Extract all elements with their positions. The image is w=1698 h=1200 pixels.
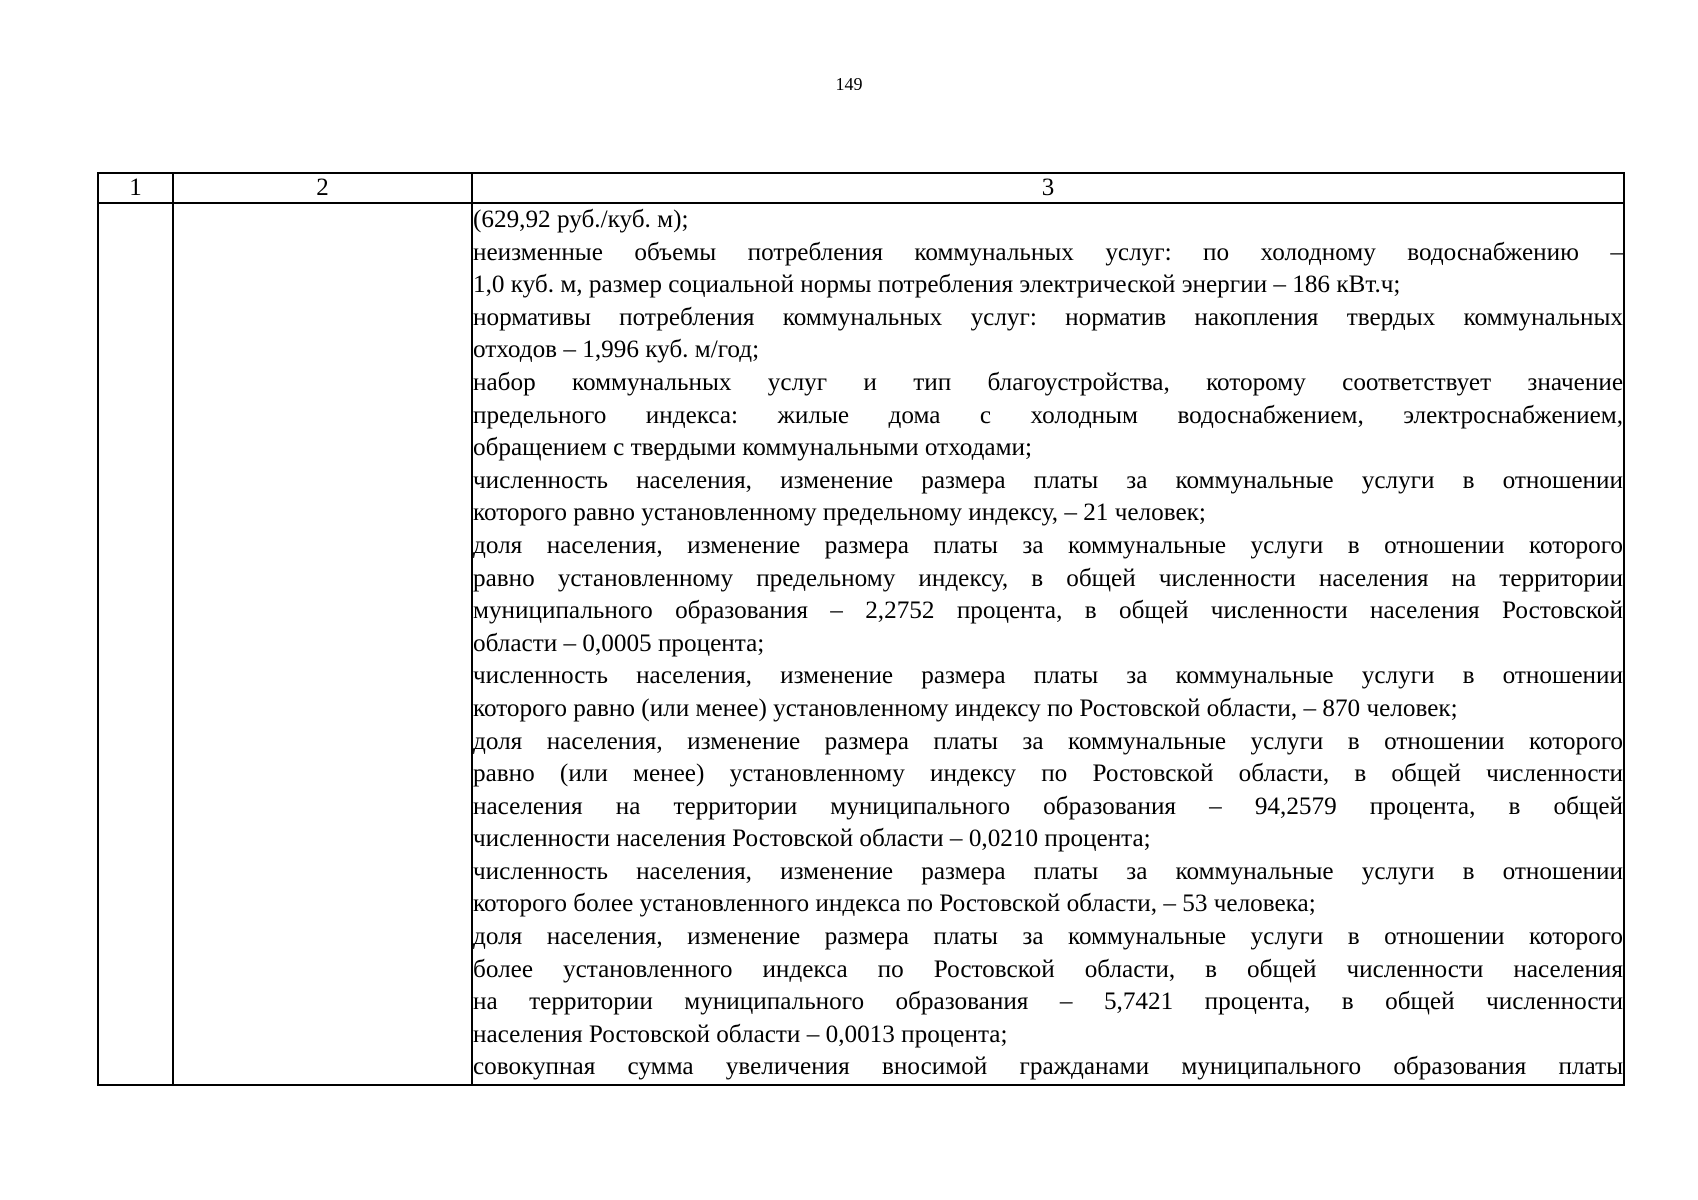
text-line: доля населения, изменение размера платы за коммунальные услуги в отношении которого: [473, 531, 1623, 559]
text-line: равно (или менее) установленному индексу по Ростовской области, в общей численности: [473, 760, 1623, 788]
text-paragraph: [473, 726, 1623, 856]
cell-col-1: [98, 203, 173, 1085]
text-paragraph: [473, 1051, 1623, 1084]
text-paragraph: [473, 921, 1623, 1051]
text-line: численность населения, изменение размера платы за коммунальные услуги в отношении: [473, 466, 1623, 494]
text-line: совокупная сумма увеличения вносимой гражданами муниципального образования платы: [473, 1053, 1623, 1081]
text-line: более установленного индекса по Ростовской области, в общей численности населения: [473, 955, 1623, 983]
text-line: набор коммунальных услуг и тип благоустройства, которому соответствует значение: [473, 368, 1623, 396]
text-line: муниципального образования – 2,2752 процента, в общей численности населения Ростовской: [473, 597, 1623, 625]
column-header-2: 2: [173, 173, 472, 203]
text-paragraph: [473, 204, 1623, 237]
table-header-row: [98, 173, 1624, 203]
text-paragraph: [473, 237, 1623, 302]
text-paragraph: [473, 660, 1623, 725]
text-line: численности населения Ростовской области – 0,0210 процента;: [473, 825, 1151, 853]
text-line: 1,0 куб. м, размер социальной нормы потребления электрической энергии – 186 кВт.ч;: [473, 271, 1401, 299]
text-line: нормативы потребления коммунальных услуг: норматив накопления твердых коммунальных: [473, 303, 1623, 331]
cell-text: [473, 204, 1623, 1084]
cell-col-2: [173, 203, 472, 1085]
text-line: которого более установленного индекса по Ростовской области, – 53 человека;: [473, 890, 1316, 918]
text-line: предельного индекса: жилые дома с холодным водоснабжением, электроснабжением,: [473, 401, 1623, 429]
text-line: которого равно установленному предельному индексу, – 21 человек;: [473, 499, 1206, 527]
text-line: доля населения, изменение размера платы за коммунальные услуги в отношении которого: [473, 923, 1623, 951]
text-line: области – 0,0005 процента;: [473, 629, 765, 657]
text-line: равно установленному предельному индексу, в общей численности населения на территории: [473, 564, 1623, 592]
text-line: неизменные объемы потребления коммунальных услуг: по холодному водоснабжению –: [473, 238, 1623, 266]
text-paragraph: [473, 465, 1623, 530]
table-row: [98, 203, 1624, 1085]
text-paragraph: [473, 856, 1623, 921]
text-line: населения Ростовской области – 0,0013 процента;: [473, 1020, 1008, 1048]
text-line: обращением с твердыми коммунальными отходами;: [473, 434, 1033, 462]
text-line: которого равно (или менее) установленному индексу по Ростовской области, – 870 человек;: [473, 694, 1458, 722]
text-line: (629,92 руб./куб. м);: [473, 206, 689, 233]
text-line: отходов – 1,996 куб. м/год;: [473, 336, 760, 364]
column-header-1: 1: [98, 173, 173, 203]
text-line: численность населения, изменение размера платы за коммунальные услуги в отношении: [473, 662, 1623, 690]
text-paragraph: [473, 530, 1623, 660]
text-line: населения на территории муниципального образования – 94,2579 процента, в общей: [473, 792, 1623, 820]
document-table: [97, 172, 1625, 1086]
column-header-3: 3: [472, 173, 1624, 203]
text-line: доля населения, изменение размера платы за коммунальные услуги в отношении которого: [473, 727, 1623, 755]
text-paragraph: [473, 302, 1623, 367]
text-line: численность населения, изменение размера платы за коммунальные услуги в отношении: [473, 857, 1623, 885]
page-number: 149: [835, 74, 863, 94]
text-paragraph: [473, 367, 1623, 465]
text-line: на территории муниципального образования – 5,7421 процента, в общей численности: [473, 988, 1623, 1016]
cell-col-3: [472, 203, 1624, 1085]
